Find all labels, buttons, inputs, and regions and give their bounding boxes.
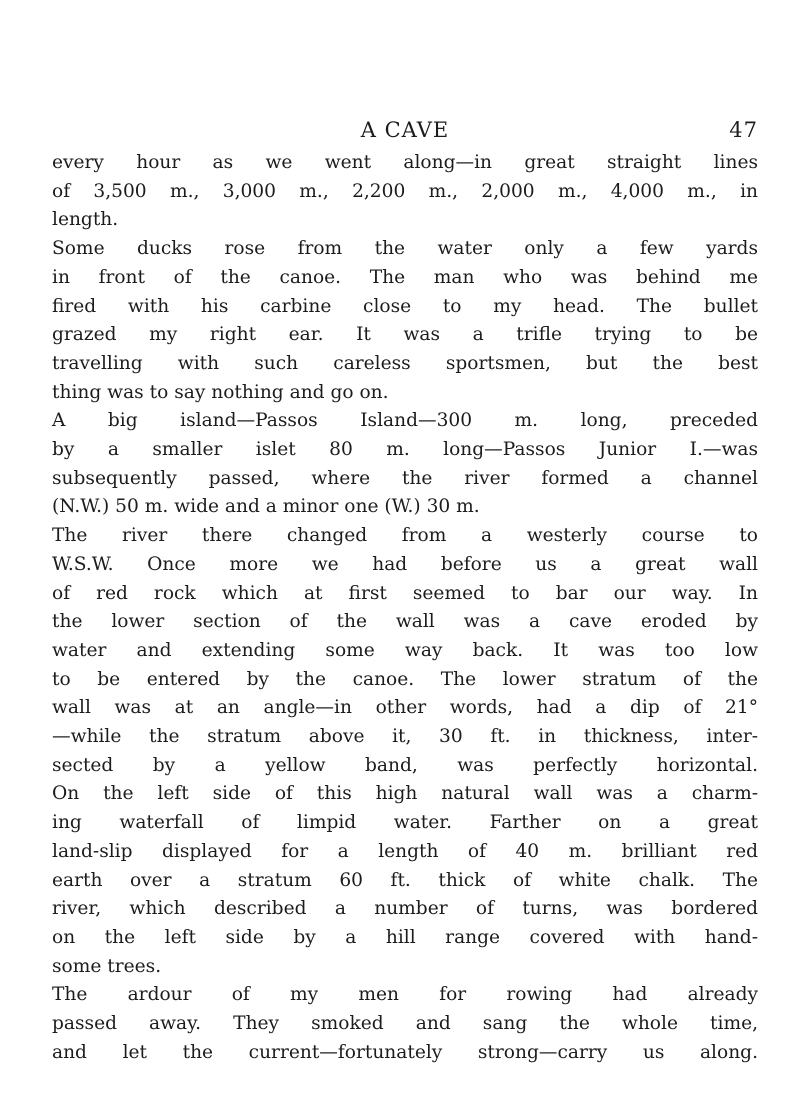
text-line: land-slip displayed for a length of 40 m. brilliant red (52, 840, 758, 862)
text-line: sected by a yellow band, was perfectly horizontal. (52, 754, 758, 776)
text-line: of red rock which at first seemed to bar our way. In (52, 582, 758, 604)
text-line: earth over a stratum 60 ft. thick of white chalk. The (52, 869, 758, 891)
text-line: thing was to say nothing and go on. (52, 381, 389, 403)
text-line: to be entered by the canoe. The lower stratum of the (52, 668, 758, 690)
text-line: water and extending some way back. It was too low (52, 639, 758, 661)
text-line: A big island—Passos Island—300 m. long, preceded (52, 410, 758, 432)
text-line: the lower section of the wall was a cave eroded by (52, 611, 758, 633)
text-line: in front of the canoe. The man who was behind me (52, 266, 758, 288)
body-text (52, 149, 758, 1068)
text-line: by a smaller islet 80 m. long—Passos Junior I.—was (52, 439, 758, 461)
text-line: On the left side of this high natural wall was a charm- (52, 783, 758, 805)
text-line: W.S.W. Once more we had before us a great wall (52, 553, 758, 575)
text-line: some trees. (52, 955, 162, 977)
text-line: (N.W.) 50 m. wide and a minor one (W.) 30 m. (52, 496, 480, 518)
text-line: on the left side by a hill range covered with hand- (52, 926, 758, 948)
text-line: river, which described a number of turns, was bordered (52, 898, 758, 920)
text-line: passed away. They smoked and sang the whole time, (52, 1013, 758, 1035)
text-line: The ardour of my men for rowing had already (52, 984, 758, 1006)
text-line: travelling with such careless sportsmen, but the best (52, 352, 758, 374)
text-line: wall was at an angle—in other words, had a dip of 21° (52, 697, 758, 719)
page-number: 47 (729, 118, 758, 142)
text-line: of 3,500 m., 3,000 m., 2,200 m., 2,000 m., 4,000 m., in (52, 180, 758, 202)
text-line: ing waterfall of limpid water. Farther on a great (52, 812, 758, 834)
text-line: —while the stratum above it, 30 ft. in thickness, inter- (52, 726, 758, 748)
text-line: The river there changed from a westerly course to (52, 525, 758, 547)
book-page (52, 118, 758, 1068)
text-line: Some ducks rose from the water only a few yards (52, 238, 758, 260)
running-title: A CAVE (360, 118, 450, 142)
running-head (52, 118, 758, 148)
text-line: every hour as we went along—in great straight lines (52, 152, 758, 173)
text-line: subsequently passed, where the river formed a channel (52, 467, 758, 489)
text-line: grazed my right ear. It was a trifle trying to be (52, 324, 758, 346)
text-line: fired with his carbine close to my head. The bullet (52, 295, 758, 317)
text-line: and let the current—fortunately strong—carry us along. (52, 1041, 758, 1063)
text-line: length. (52, 209, 119, 231)
